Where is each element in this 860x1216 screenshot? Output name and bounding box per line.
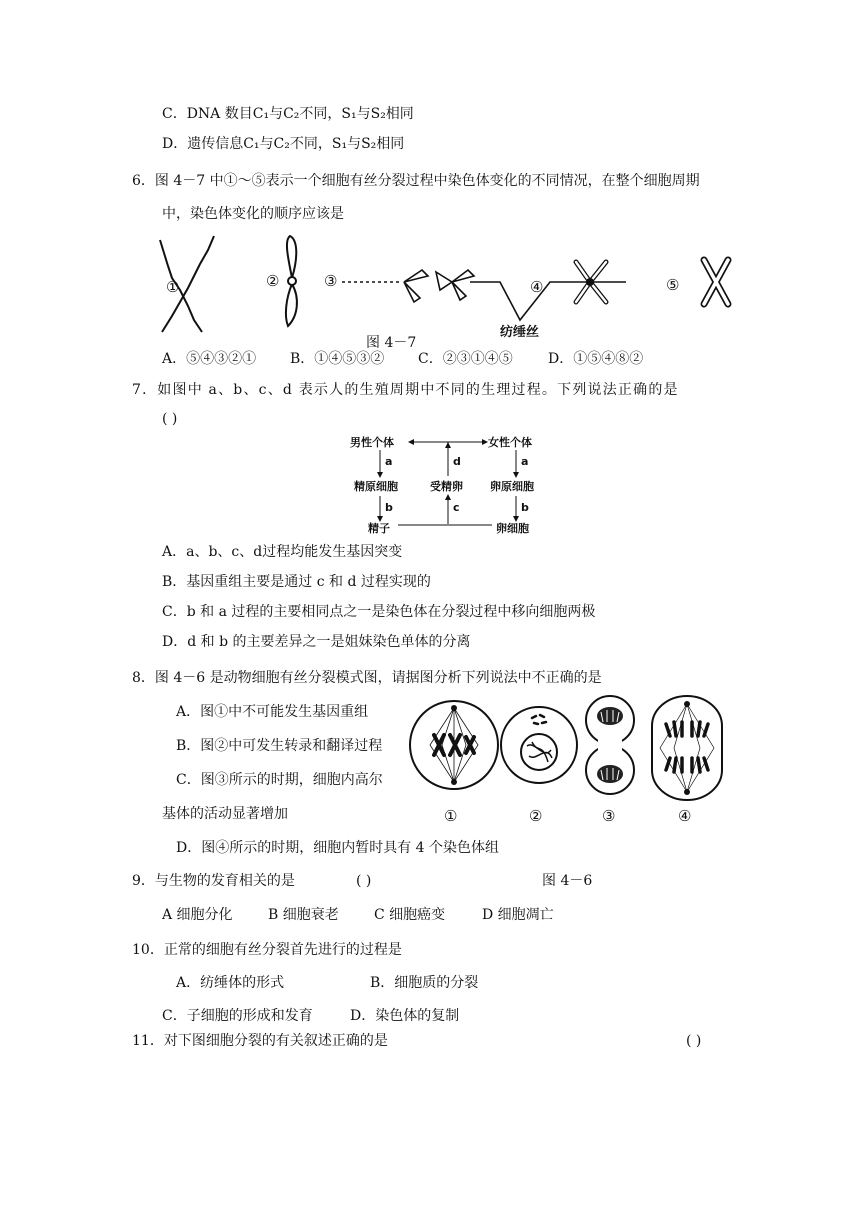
fig-label-3: ③ [324,272,338,290]
fig-label-1: ① [166,278,180,296]
q9-option-b: B 细胞衰老 [268,907,339,923]
label-b-left: b [385,501,393,514]
label-sperm: 精子 [368,522,390,534]
cell-label-2: ② [529,807,543,825]
q5-option-c: C．DNA 数目C₁与C₂不同，S₁与S₂相同 [162,106,414,122]
cell-label-3: ③ [602,807,616,825]
q10-stem: 10．正常的细胞有丝分裂首先进行的过程是 [132,942,402,958]
q7-stem: 7．如图中 a、b、c、d 表示人的生殖周期中不同的生理过程。下列说法正确的是 [132,382,679,398]
q9-option-a: A 细胞分化 [162,907,233,923]
label-a-right: a [521,455,529,468]
q10-option-d: D．染色体的复制 [350,1008,460,1024]
q7-option-a: A．a、b、c、d过程均能发生基因突变 [162,544,403,560]
q11-stem: 11．对下图细胞分裂的有关叙述正确的是 [132,1033,388,1049]
fig-label-5: ⑤ [666,276,680,294]
cell-label-1: ① [444,807,458,825]
chromosome-figure-4-7 [150,228,640,348]
q7-option-b: B．基因重组主要是通过 c 和 d 过程实现的 [162,574,431,590]
mitosis-figure-4-6 [404,690,734,830]
q10-option-c: C．子细胞的形成和发育 [162,1008,313,1024]
q9-answer-blank: ( ) [356,873,372,889]
q6-option-b: B．①④⑤③② [290,351,385,367]
fig-label-2: ② [266,272,280,290]
reproduction-cycle-diagram [350,432,550,534]
q9-option-d: D 细胞凋亡 [482,907,554,923]
q6-option-d: D．①⑤④⑧② [548,351,644,367]
label-c: c [453,501,460,514]
q8-option-d: D．图④所示的时期，细胞内暂时具有 4 个染色体组 [176,840,500,856]
q6-stem-line2: 中，染色体变化的顺序应该是 [162,206,344,222]
label-d: d [453,455,461,468]
label-a-left: a [385,455,393,468]
fig-label-4: ④ [530,278,544,296]
q6-option-c: C．②③①④⑤ [418,351,513,367]
chromosome-5 [664,252,754,312]
q11-answer-blank: ( ) [686,1033,702,1049]
spindle-label: 纺缍丝 [500,325,540,340]
q6-stem-line1: 6．图 4－7 中①～⑤表示一个细胞有丝分裂过程中染色体变化的不同情况，在整个细胞周期 [132,173,700,189]
q8-stem: 8．图 4－6 是动物细胞有丝分裂模式图，请据图分析下列说法中不正确的是 [132,670,602,686]
label-oogonium: 卵原细胞 [490,480,534,493]
label-zygote: 受精卵 [430,480,463,493]
q9-option-c: C 细胞癌变 [374,907,446,923]
q7-option-c: C．b 和 a 过程的主要相同点之一是染色体在分裂过程中移向细胞两极 [162,604,596,620]
q8-option-c-continued: 基体的活动显著增加 [162,806,288,822]
q5-option-d: D．遗传信息C₁与C₂不同，S₁与S₂相同 [162,136,405,152]
q8-option-c: C．图③所示的时期，细胞内高尔 [176,772,383,788]
q8-option-a: A．图①中不可能发生基因重组 [176,704,369,720]
label-b-right: b [521,501,529,514]
q8-option-b: B．图②中可发生转录和翻译过程 [176,738,383,754]
q7-answer-blank: ( ) [162,411,178,427]
figure-4-7-caption: 图 4－7 [366,335,417,351]
label-female: 女性个体 [488,436,532,449]
q10-option-b: B．细胞质的分裂 [370,975,479,991]
q7-option-d: D．d 和 b 的主要差异之一是姐妹染色单体的分离 [162,634,471,650]
q10-option-a: A．纺缍体的形式 [176,975,285,991]
label-egg: 卵细胞 [496,522,529,534]
label-spermatogonium: 精原细胞 [354,480,398,493]
q6-option-a: A．⑤④③②① [162,351,257,367]
label-male: 男性个体 [350,436,394,449]
figure-4-6-caption: 图 4－6 [542,873,593,889]
q9-stem: 9．与生物的发育相关的是 [132,873,295,889]
cell-label-4: ④ [678,807,692,825]
